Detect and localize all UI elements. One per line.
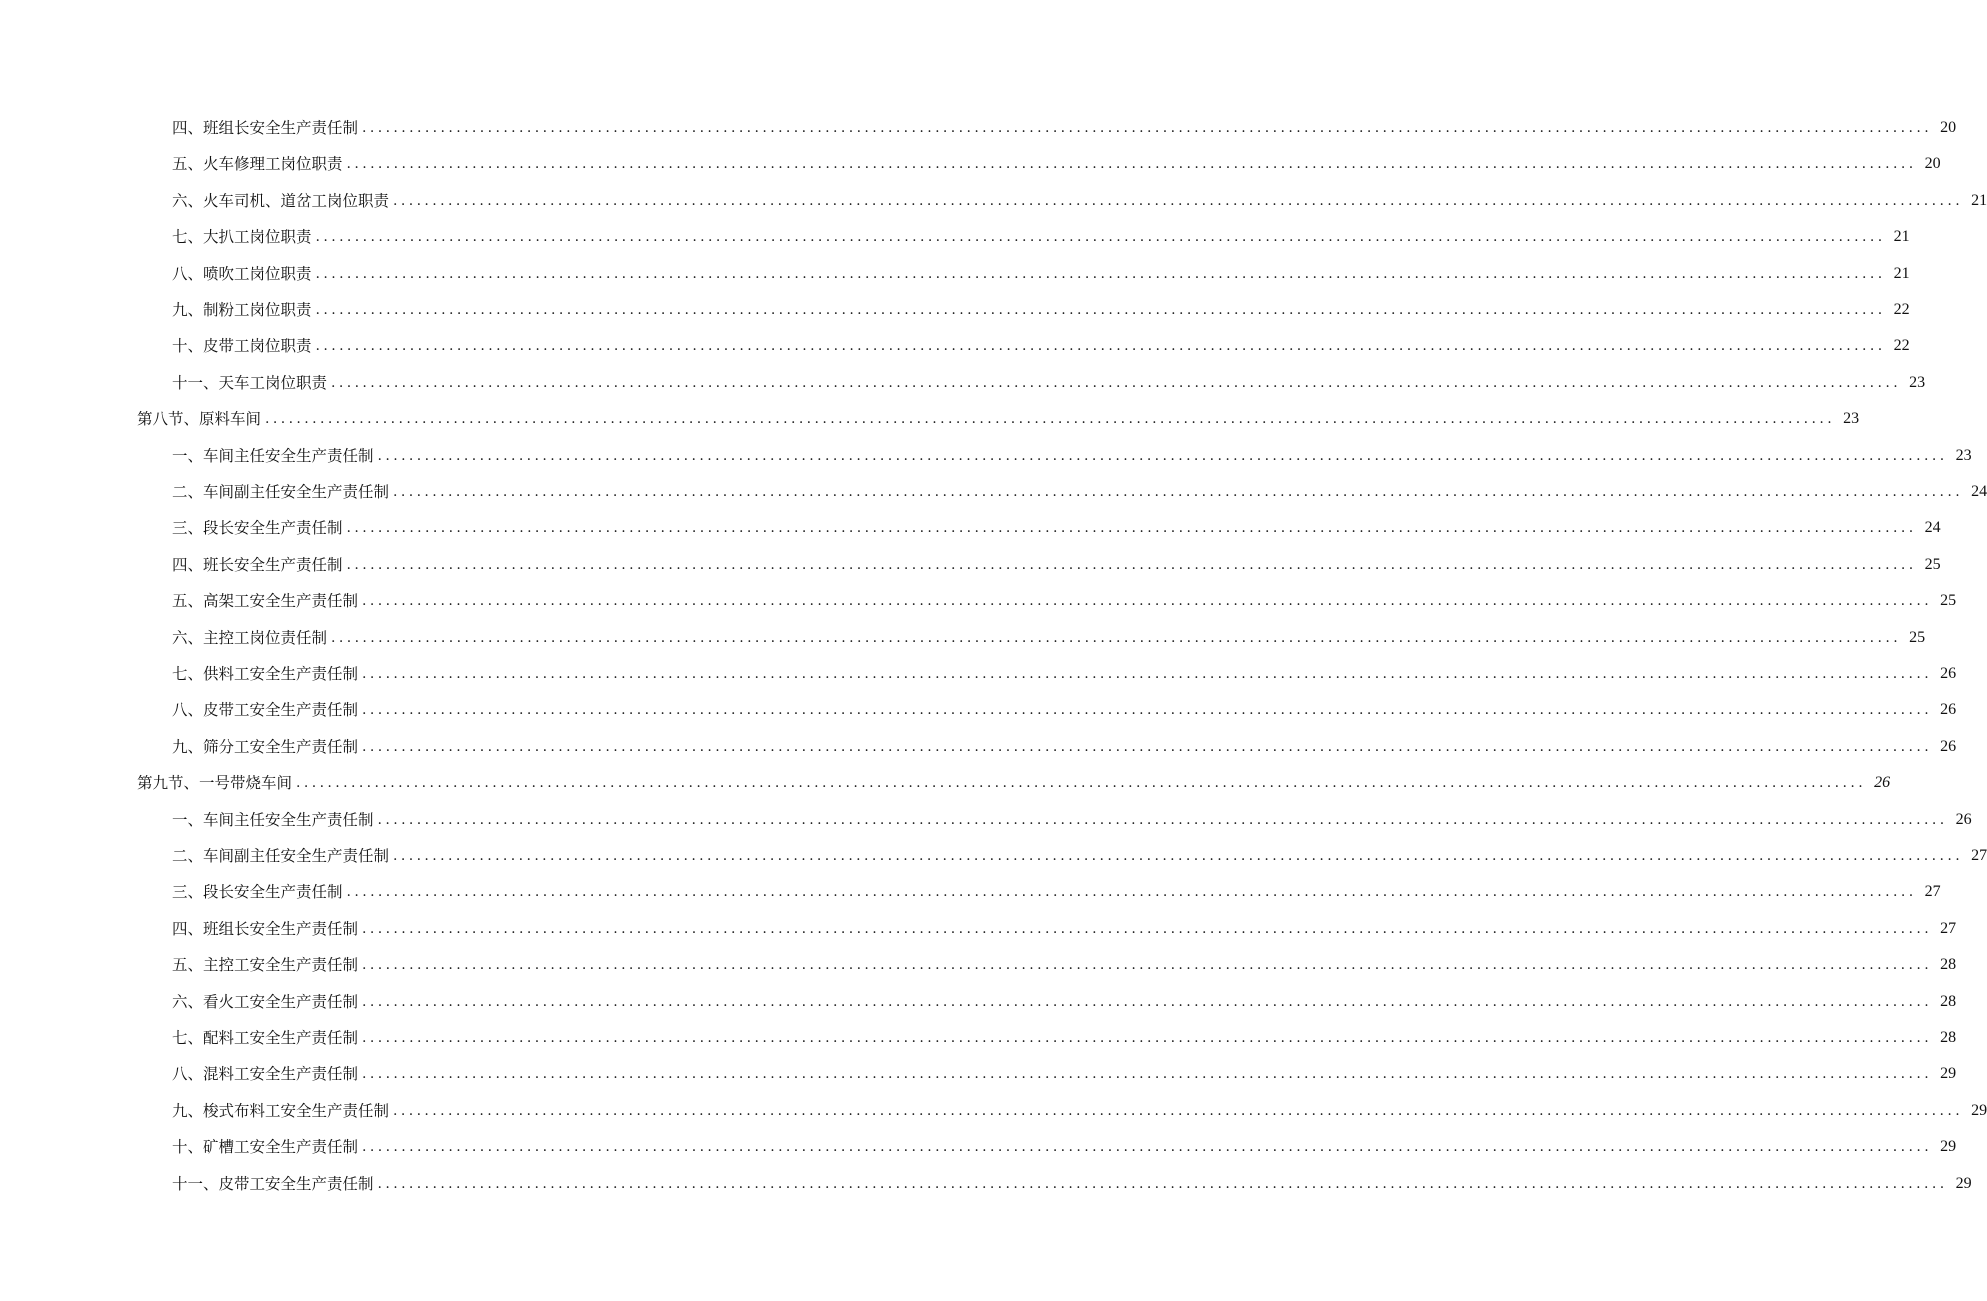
toc-page-number: 21 xyxy=(1893,264,1910,282)
toc-entry[interactable] xyxy=(172,874,1941,902)
toc-entry[interactable] xyxy=(172,547,1941,575)
toc-entry-title: 四、班组长安全生产责任制 xyxy=(172,119,359,137)
toc-entry-title: 七、大扒工岗位职责 xyxy=(172,228,312,247)
toc-page-number: 23 xyxy=(1843,410,1860,428)
toc-page-number: 28 xyxy=(1940,956,1957,974)
toc-entry-title: 十一、皮带工安全生产责任制 xyxy=(172,1174,374,1193)
toc-entry-title: 八、喷吹工岗位职责 xyxy=(172,264,312,283)
toc-page-number: 26 xyxy=(1940,701,1957,719)
toc-entry[interactable] xyxy=(172,292,1910,320)
dot-leader: ........................................................................................................................................................................................................ xyxy=(362,738,1933,755)
toc-page-number: 26 xyxy=(1940,737,1957,755)
toc-entry-title: 九、制粉工岗位职责 xyxy=(172,301,312,319)
toc-entry[interactable] xyxy=(172,1020,1957,1048)
dot-leader: ........................................................................................................................................................................................................ xyxy=(362,702,1933,719)
toc-entry-title: 七、供料工安全生产责任制 xyxy=(172,665,359,683)
toc-page-number: 26 xyxy=(1955,810,1972,828)
toc-entry-title: 六、看火工安全生产责任制 xyxy=(172,992,359,1011)
toc-entry[interactable] xyxy=(172,256,1910,284)
toc-entry-title: 四、班组长安全生产责任制 xyxy=(172,919,359,938)
toc-page-number: 23 xyxy=(1909,373,1926,391)
toc-entry[interactable] xyxy=(172,620,1926,648)
dot-leader: ........................................................................................................................................................................................................ xyxy=(393,484,1964,500)
toc-entry-title: 六、主控工岗位责任制 xyxy=(172,628,328,647)
toc-page-number: 22 xyxy=(1893,337,1910,355)
dot-leader: ........................................................................................................................................................................................................ xyxy=(315,338,1886,355)
toc-entry[interactable] xyxy=(172,1129,1957,1157)
toc-page-number: 24 xyxy=(1971,483,1987,500)
toc-page-number: 29 xyxy=(1940,1138,1957,1156)
dot-leader: ........................................................................................................................................................................................................ xyxy=(377,811,1948,828)
dot-leader: ........................................................................................................................................................................................................ xyxy=(362,1066,1933,1083)
toc-entry-title: 三、段长安全生产责任制 xyxy=(172,883,343,902)
toc-entry-title: 一、车间主任安全生产责任制 xyxy=(172,446,374,465)
toc-page-number: 28 xyxy=(1940,992,1957,1010)
toc-page-number: 25 xyxy=(1924,555,1941,573)
dot-leader: ........................................................................................................................................................................................................ xyxy=(393,848,1964,864)
dot-leader: ........................................................................................................................................................................................................ xyxy=(331,629,1902,646)
dot-leader: ........................................................................................................................................................................................................ xyxy=(393,1102,1964,1119)
toc-entry[interactable] xyxy=(172,838,1987,866)
toc-page-number: 29 xyxy=(1955,1174,1972,1192)
dot-leader: ........................................................................................................................................................................................................ xyxy=(315,302,1886,318)
toc-page-number: 29 xyxy=(1940,1065,1957,1083)
toc-entry-title: 十、皮带工岗位职责 xyxy=(172,337,312,356)
toc-entry[interactable] xyxy=(172,183,1987,211)
dot-leader: ........................................................................................................................................................................................................ xyxy=(377,447,1948,464)
toc-page-number: 27 xyxy=(1940,919,1957,937)
toc-entry[interactable] xyxy=(172,1056,1957,1084)
dot-leader: ........................................................................................................................................................................................................ xyxy=(362,120,1933,136)
toc-page-number: 26 xyxy=(1874,774,1891,792)
toc-page-number: 29 xyxy=(1971,1101,1987,1119)
toc-page-number: 20 xyxy=(1940,119,1957,136)
toc-page-number: 22 xyxy=(1893,301,1910,318)
toc-entry-title: 十、矿槽工安全生产责任制 xyxy=(172,1138,359,1157)
toc-entry-title: 二、车间副主任安全生产责任制 xyxy=(172,847,390,865)
toc-page-number: 27 xyxy=(1971,847,1987,864)
toc-entry[interactable] xyxy=(172,1093,1987,1121)
toc-entry[interactable] xyxy=(172,984,1957,1012)
toc-entry-title: 六、火车司机、道岔工岗位职责 xyxy=(172,191,390,210)
dot-leader: ........................................................................................................................................................................................................ xyxy=(296,775,1867,792)
toc-entry[interactable] xyxy=(172,692,1957,720)
toc-entry-title: 七、配料工安全生产责任制 xyxy=(172,1029,359,1047)
toc-entry-title: 十一、天车工岗位职责 xyxy=(172,373,328,392)
toc-entry[interactable] xyxy=(172,219,1910,247)
toc-entry-title: 三、段长安全生产责任制 xyxy=(172,519,343,538)
toc-entry[interactable] xyxy=(172,328,1910,356)
toc-entry-title: 八、混料工安全生产责任制 xyxy=(172,1065,359,1084)
dot-leader: ........................................................................................................................................................................................................ xyxy=(362,593,1933,610)
toc-entry[interactable] xyxy=(172,656,1957,684)
toc-entry[interactable] xyxy=(172,110,1957,138)
toc-page-number: 25 xyxy=(1909,628,1926,646)
toc-page-number: 28 xyxy=(1940,1029,1957,1046)
toc-entry[interactable] xyxy=(172,474,1987,502)
toc-entry-title: 第八节、原料车间 xyxy=(137,410,262,429)
toc-page-number: 27 xyxy=(1924,883,1941,901)
toc-page-number: 24 xyxy=(1924,519,1941,537)
dot-leader: ........................................................................................................................................................................................................ xyxy=(346,156,1917,173)
toc-entry-title: 九、筛分工安全生产责任制 xyxy=(172,737,359,756)
dot-leader: ........................................................................................................................................................................................................ xyxy=(346,884,1917,901)
toc-entry-title: 五、火车修理工岗位职责 xyxy=(172,155,343,174)
dot-leader: ........................................................................................................................................................................................................ xyxy=(362,1030,1933,1046)
toc-page-number: 26 xyxy=(1940,665,1957,682)
toc-entry-title: 二、车间副主任安全生产责任制 xyxy=(172,483,390,501)
toc-entry-title: 第九节、一号带烧车间 xyxy=(137,774,293,793)
dot-leader: ........................................................................................................................................................................................................ xyxy=(315,265,1886,282)
toc-entry[interactable] xyxy=(172,802,1972,830)
toc-entry[interactable] xyxy=(172,583,1957,611)
dot-leader: ........................................................................................................................................................................................................ xyxy=(265,411,1836,428)
toc-entry-title: 九、梭式布料工安全生产责任制 xyxy=(172,1101,390,1120)
toc-section-entry[interactable] xyxy=(137,765,1891,793)
toc-page-number: 21 xyxy=(1893,228,1910,246)
dot-leader: ........................................................................................................................................................................................................ xyxy=(315,229,1886,246)
toc-entry-title: 四、班长安全生产责任制 xyxy=(172,555,343,574)
toc-entry[interactable] xyxy=(172,947,1957,975)
dot-leader: ........................................................................................................................................................................................................ xyxy=(362,666,1933,682)
toc-page-number: 20 xyxy=(1924,155,1941,173)
dot-leader: ........................................................................................................................................................................................................ xyxy=(346,520,1917,537)
toc-entry[interactable] xyxy=(172,911,1957,939)
dot-leader: ........................................................................................................................................................................................................ xyxy=(362,1139,1933,1156)
toc-page-number: 21 xyxy=(1971,191,1987,209)
dot-leader: ........................................................................................................................................................................................................ xyxy=(362,993,1933,1010)
dot-leader: ........................................................................................................................................................................................................ xyxy=(362,920,1933,937)
toc-entry-title: 八、皮带工安全生产责任制 xyxy=(172,701,359,720)
toc-entry-title: 五、主控工安全生产责任制 xyxy=(172,956,359,975)
dot-leader: ........................................................................................................................................................................................................ xyxy=(346,556,1917,573)
toc-page-number: 23 xyxy=(1955,446,1972,464)
toc-entry[interactable] xyxy=(172,510,1941,538)
toc-entry[interactable] xyxy=(172,438,1972,466)
toc-entry[interactable] xyxy=(172,729,1957,757)
toc-page-number: 25 xyxy=(1940,592,1957,610)
dot-leader: ........................................................................................................................................................................................................ xyxy=(362,957,1933,974)
toc-section-entry[interactable] xyxy=(137,401,1860,429)
dot-leader: ........................................................................................................................................................................................................ xyxy=(331,374,1902,391)
dot-leader: ........................................................................................................................................................................................................ xyxy=(393,192,1964,209)
toc-entry-title: 五、高架工安全生产责任制 xyxy=(172,592,359,611)
toc-entry[interactable] xyxy=(172,1166,1972,1194)
toc-entry[interactable] xyxy=(172,146,1941,174)
dot-leader: ........................................................................................................................................................................................................ xyxy=(377,1175,1948,1192)
toc-entry[interactable] xyxy=(172,365,1926,393)
toc-entry-title: 一、车间主任安全生产责任制 xyxy=(172,810,374,829)
